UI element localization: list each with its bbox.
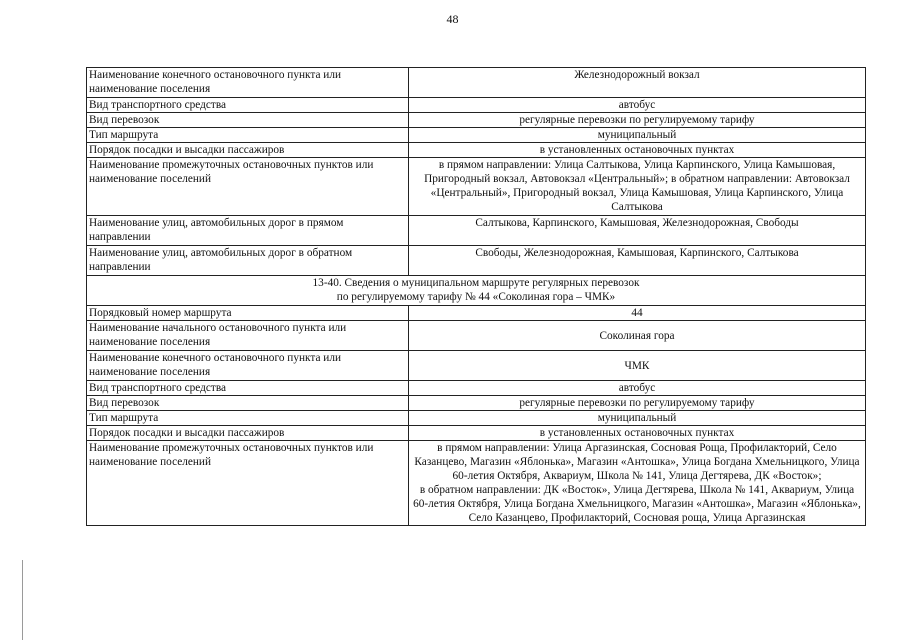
table-row	[87, 321, 866, 351]
row-value: в установленных остановочных пунктах	[409, 143, 866, 158]
row-value: в установленных остановочных пунктах	[409, 426, 866, 441]
row-value: Соколиная гора	[409, 321, 866, 351]
row-label: Наименование конечного остановочного пункта или наименование поселения	[87, 351, 409, 381]
table-row	[87, 216, 866, 246]
row-label: Порядок посадки и высадки пассажиров	[87, 426, 409, 441]
row-label: Вид транспортного средства	[87, 381, 409, 396]
row-value: ЧМК	[409, 351, 866, 381]
table-row	[87, 441, 866, 526]
table-row	[87, 411, 866, 426]
table-row	[87, 128, 866, 143]
row-label: Наименование конечного остановочного пункта или наименование поселения	[87, 68, 409, 98]
row-label: Вид транспортного средства	[87, 98, 409, 113]
row-value: муниципальный	[409, 128, 866, 143]
row-value: Салтыкова, Карпинского, Камышовая, Железнодорожная, Свободы	[409, 216, 866, 246]
table-row	[87, 158, 866, 216]
row-value: регулярные перевозки по регулируемому тарифу	[409, 113, 866, 128]
row-value: автобус	[409, 381, 866, 396]
reverse-direction-stops: в обратном направлении: ДК «Восток», Улица Дегтярева, Школа № 141, Аквариум, Улица 60-летия Октября, Улица Богдана Хмельницкого, Магазин «Антошка», Магазин «Яблонька», Село Казанцево, Профилакторий, Сосновая роща, Улица Аргазинская	[413, 484, 861, 524]
row-value: 44	[409, 306, 866, 321]
row-value: регулярные перевозки по регулируемому тарифу	[409, 396, 866, 411]
section-heading-line: по регулируемому тарифу № 44 «Соколиная гора – ЧМК»	[336, 291, 616, 303]
section-heading-line: 13-40. Сведения о муниципальном маршруте регулярных перевозок	[312, 277, 640, 289]
row-label: Тип маршрута	[87, 411, 409, 426]
direct-direction-stops: в прямом направлении: Улица Аргазинская, Сосновая Роща, Профилакторий, Село Казанцево, Магазин «Яблонька», Магазин «Антошка», Улица Богдана Хмельницкого, Улица 60-летия Октября, Аквариум, Школа № 141, Улица Дегтярева, ДК «Восток»;	[414, 442, 860, 482]
table-row	[87, 381, 866, 396]
table-row	[87, 396, 866, 411]
row-label: Наименование промежуточных остановочных пунктов или наименование поселений	[87, 158, 409, 216]
route-info-table	[86, 67, 866, 526]
row-label: Наименование начального остановочного пункта или наименование поселения	[87, 321, 409, 351]
row-label: Порядок посадки и высадки пассажиров	[87, 143, 409, 158]
row-value: в прямом направлении: Улица Салтыкова, Улица Карпинского, Улица Камышовая, Пригородный вокзал, Автовокзал «Центральный»; в обратном направлении: Автовокзал «Центральный», Пригородный вокзал, Улица Камышовая, Улица Карпинского, Улица Салтыкова	[409, 158, 866, 216]
row-label: Наименование улиц, автомобильных дорог в прямом направлении	[87, 216, 409, 246]
row-value: автобус	[409, 98, 866, 113]
row-label: Наименование улиц, автомобильных дорог в обратном направлении	[87, 246, 409, 276]
section-heading-row	[87, 276, 866, 306]
table-row	[87, 351, 866, 381]
table-row	[87, 426, 866, 441]
scan-margin-line	[22, 560, 23, 640]
table-row	[87, 306, 866, 321]
table-row	[87, 113, 866, 128]
row-value: Свободы, Железнодорожная, Камышовая, Карпинского, Салтыкова	[409, 246, 866, 276]
table-row	[87, 68, 866, 98]
row-label: Наименование промежуточных остановочных пунктов или наименование поселений	[87, 441, 409, 526]
row-value	[409, 441, 866, 526]
section-heading	[87, 276, 866, 306]
row-label: Тип маршрута	[87, 128, 409, 143]
row-value: муниципальный	[409, 411, 866, 426]
row-label: Вид перевозок	[87, 113, 409, 128]
row-label: Порядковый номер маршрута	[87, 306, 409, 321]
page-number: 48	[446, 12, 459, 26]
row-label: Вид перевозок	[87, 396, 409, 411]
row-value: Железнодорожный вокзал	[409, 68, 866, 98]
table-row	[87, 246, 866, 276]
table-row	[87, 143, 866, 158]
table-row	[87, 98, 866, 113]
